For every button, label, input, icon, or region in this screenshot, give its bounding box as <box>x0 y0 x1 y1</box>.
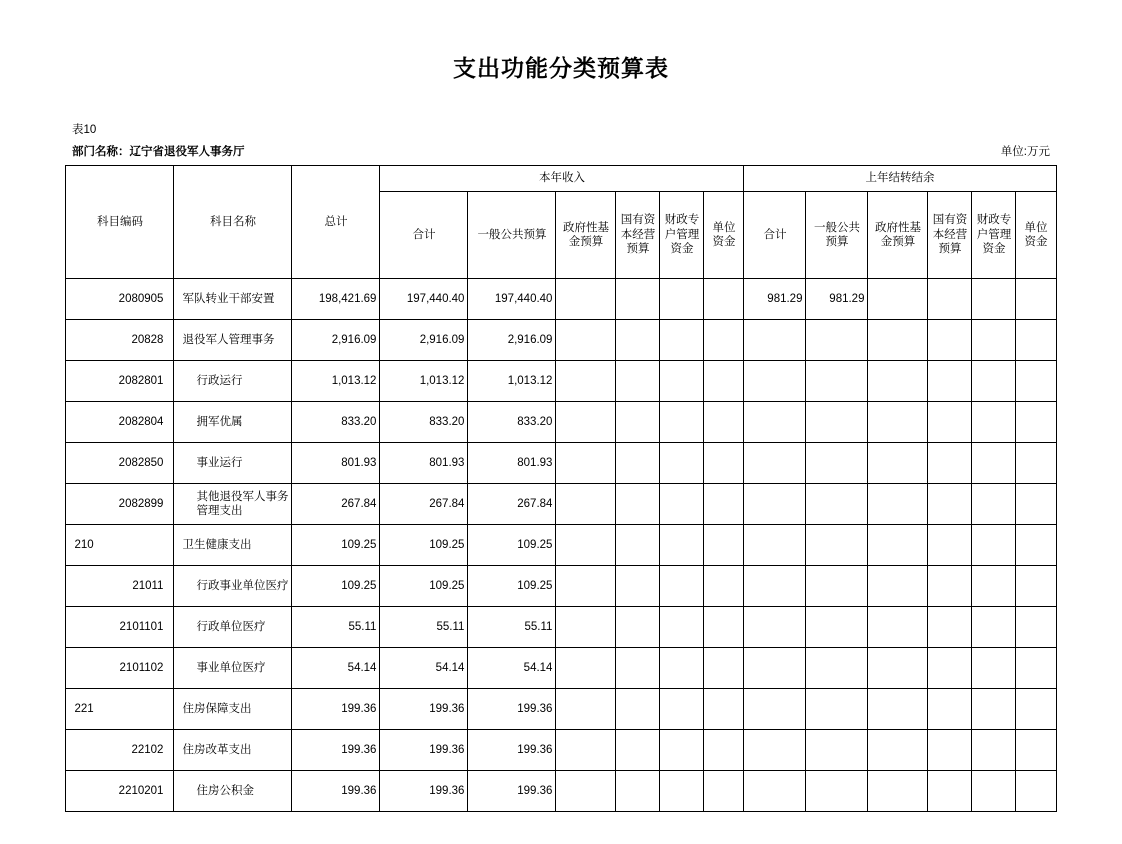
cell-current-general: 1,013.12 <box>468 361 556 402</box>
cell-current-sum: 2,916.09 <box>380 320 468 361</box>
cell-subject-code: 2210201 <box>66 771 174 812</box>
cell-current-general: 801.93 <box>468 443 556 484</box>
cell-carryover-gov-fund <box>868 607 928 648</box>
table-row <box>66 648 1056 689</box>
cell-subject-name: 住房保障支出 <box>174 689 292 730</box>
cell-subject-name: 退役军人管理事务 <box>174 320 292 361</box>
table-row <box>66 443 1056 484</box>
cell-current-unit-fund <box>704 689 744 730</box>
cell-carryover-gov-fund <box>868 484 928 525</box>
cell-carryover-gov-fund <box>868 648 928 689</box>
cell-carryover-fiscal-special <box>972 689 1016 730</box>
cell-current-sum: 109.25 <box>380 525 468 566</box>
cell-total: 198,421.69 <box>292 279 380 320</box>
cell-current-general: 109.25 <box>468 525 556 566</box>
cell-current-unit-fund <box>704 361 744 402</box>
cell-current-sum: 199.36 <box>380 730 468 771</box>
cell-carryover-soe-capital <box>928 648 972 689</box>
cell-subject-code: 2080905 <box>66 279 174 320</box>
cell-current-fiscal-special <box>660 279 704 320</box>
cell-current-soe-capital <box>616 484 660 525</box>
document-meta <box>70 121 1052 159</box>
table-row <box>66 771 1056 812</box>
table-row <box>66 361 1056 402</box>
cell-current-gov-fund <box>556 402 616 443</box>
cell-current-unit-fund <box>704 648 744 689</box>
cell-subject-code: 2082899 <box>66 484 174 525</box>
cell-carryover-general <box>806 648 868 689</box>
cell-carryover-gov-fund <box>868 320 928 361</box>
cell-current-unit-fund <box>704 607 744 648</box>
header-carryover-general: 一般公共预算 <box>806 192 868 279</box>
cell-current-gov-fund <box>556 484 616 525</box>
cell-carryover-fiscal-special <box>972 607 1016 648</box>
header-total: 总计 <box>292 166 380 279</box>
table-number: 表10 <box>72 124 97 136</box>
cell-current-sum: 109.25 <box>380 566 468 607</box>
header-group-carryover: 上年结转结余 <box>744 166 1056 192</box>
cell-carryover-gov-fund <box>868 361 928 402</box>
cell-carryover-general <box>806 320 868 361</box>
cell-subject-name: 其他退役军人事务管理支出 <box>174 484 292 525</box>
cell-carryover-sum <box>744 648 806 689</box>
cell-carryover-unit-fund <box>1016 484 1056 525</box>
cell-carryover-soe-capital <box>928 525 972 566</box>
cell-carryover-unit-fund <box>1016 771 1056 812</box>
budget-table <box>65 165 1056 812</box>
cell-total: 54.14 <box>292 648 380 689</box>
cell-current-sum: 55.11 <box>380 607 468 648</box>
cell-carryover-soe-capital <box>928 402 972 443</box>
page-title: 支出功能分类预算表 <box>453 55 669 81</box>
cell-current-general: 833.20 <box>468 402 556 443</box>
cell-subject-name: 住房改革支出 <box>174 730 292 771</box>
header-current-gov-fund: 政府性基金预算 <box>556 192 616 279</box>
cell-subject-code: 21011 <box>66 566 174 607</box>
cell-subject-name: 卫生健康支出 <box>174 525 292 566</box>
cell-carryover-gov-fund <box>868 689 928 730</box>
cell-total: 199.36 <box>292 730 380 771</box>
cell-carryover-unit-fund <box>1016 607 1056 648</box>
cell-carryover-unit-fund <box>1016 525 1056 566</box>
cell-current-gov-fund <box>556 648 616 689</box>
cell-carryover-sum <box>744 689 806 730</box>
cell-current-fiscal-special <box>660 484 704 525</box>
cell-carryover-general <box>806 525 868 566</box>
cell-current-fiscal-special <box>660 648 704 689</box>
table-body <box>66 279 1056 812</box>
document-page <box>0 50 1122 844</box>
cell-carryover-unit-fund <box>1016 320 1056 361</box>
cell-current-soe-capital <box>616 279 660 320</box>
cell-current-gov-fund <box>556 771 616 812</box>
cell-carryover-gov-fund <box>868 525 928 566</box>
cell-current-fiscal-special <box>660 771 704 812</box>
cell-total: 109.25 <box>292 525 380 566</box>
table-row <box>66 607 1056 648</box>
cell-carryover-sum <box>744 402 806 443</box>
amount-unit: 单位:万元 <box>1000 146 1050 158</box>
cell-subject-code: 22102 <box>66 730 174 771</box>
department-name: 部门名称：辽宁省退役军人事务厅 <box>72 146 245 158</box>
table-row <box>66 320 1056 361</box>
cell-carryover-general <box>806 771 868 812</box>
cell-current-unit-fund <box>704 443 744 484</box>
cell-carryover-fiscal-special <box>972 730 1016 771</box>
header-current-unit-fund: 单位资金 <box>704 192 744 279</box>
cell-current-sum: 801.93 <box>380 443 468 484</box>
cell-total: 109.25 <box>292 566 380 607</box>
cell-carryover-unit-fund <box>1016 566 1056 607</box>
cell-carryover-soe-capital <box>928 320 972 361</box>
cell-carryover-soe-capital <box>928 484 972 525</box>
cell-subject-code: 210 <box>66 525 174 566</box>
cell-total: 199.36 <box>292 771 380 812</box>
cell-carryover-gov-fund <box>868 443 928 484</box>
cell-current-soe-capital <box>616 443 660 484</box>
header-code: 科目编码 <box>66 166 174 279</box>
cell-current-soe-capital <box>616 320 660 361</box>
cell-current-gov-fund <box>556 525 616 566</box>
cell-subject-name: 行政单位医疗 <box>174 607 292 648</box>
header-current-sum: 合计 <box>380 192 468 279</box>
cell-current-soe-capital <box>616 361 660 402</box>
cell-carryover-general <box>806 730 868 771</box>
table-row <box>66 689 1056 730</box>
cell-carryover-fiscal-special <box>972 566 1016 607</box>
cell-current-fiscal-special <box>660 525 704 566</box>
header-carryover-soe-capital: 国有资本经营预算 <box>928 192 972 279</box>
cell-current-unit-fund <box>704 402 744 443</box>
cell-total: 267.84 <box>292 484 380 525</box>
cell-subject-code: 20828 <box>66 320 174 361</box>
cell-carryover-fiscal-special <box>972 525 1016 566</box>
cell-carryover-soe-capital <box>928 689 972 730</box>
cell-current-soe-capital <box>616 525 660 566</box>
cell-current-unit-fund <box>704 525 744 566</box>
cell-current-fiscal-special <box>660 361 704 402</box>
cell-current-gov-fund <box>556 566 616 607</box>
cell-carryover-sum <box>744 566 806 607</box>
cell-carryover-unit-fund <box>1016 361 1056 402</box>
table-row <box>66 484 1056 525</box>
cell-current-general: 2,916.09 <box>468 320 556 361</box>
cell-subject-name: 军队转业干部安置 <box>174 279 292 320</box>
cell-current-soe-capital <box>616 607 660 648</box>
cell-subject-code: 2101101 <box>66 607 174 648</box>
cell-current-unit-fund <box>704 566 744 607</box>
cell-carryover-sum <box>744 771 806 812</box>
cell-carryover-fiscal-special <box>972 320 1016 361</box>
cell-current-gov-fund <box>556 320 616 361</box>
cell-carryover-gov-fund <box>868 402 928 443</box>
cell-carryover-general <box>806 443 868 484</box>
cell-carryover-unit-fund <box>1016 443 1056 484</box>
cell-carryover-sum <box>744 443 806 484</box>
cell-total: 833.20 <box>292 402 380 443</box>
table-row <box>66 730 1056 771</box>
cell-carryover-general <box>806 484 868 525</box>
cell-carryover-soe-capital <box>928 566 972 607</box>
cell-current-sum: 833.20 <box>380 402 468 443</box>
cell-total: 199.36 <box>292 689 380 730</box>
cell-subject-code: 2082850 <box>66 443 174 484</box>
cell-carryover-soe-capital <box>928 730 972 771</box>
cell-current-gov-fund <box>556 361 616 402</box>
cell-subject-code: 221 <box>66 689 174 730</box>
header-carryover-fiscal-special: 财政专户管理资金 <box>972 192 1016 279</box>
header-group-current-income: 本年收入 <box>380 166 744 192</box>
cell-carryover-soe-capital <box>928 607 972 648</box>
table-row <box>66 279 1056 320</box>
cell-current-sum: 267.84 <box>380 484 468 525</box>
cell-current-fiscal-special <box>660 402 704 443</box>
cell-subject-name: 住房公积金 <box>174 771 292 812</box>
header-current-fiscal-special: 财政专户管理资金 <box>660 192 704 279</box>
cell-subject-name: 行政事业单位医疗 <box>174 566 292 607</box>
cell-current-sum: 197,440.40 <box>380 279 468 320</box>
cell-current-soe-capital <box>616 402 660 443</box>
cell-carryover-gov-fund <box>868 771 928 812</box>
cell-current-unit-fund <box>704 484 744 525</box>
cell-current-fiscal-special <box>660 566 704 607</box>
header-current-general: 一般公共预算 <box>468 192 556 279</box>
cell-total: 55.11 <box>292 607 380 648</box>
cell-current-fiscal-special <box>660 689 704 730</box>
cell-subject-code: 2101102 <box>66 648 174 689</box>
cell-carryover-gov-fund <box>868 279 928 320</box>
cell-subject-code: 2082804 <box>66 402 174 443</box>
cell-total: 2,916.09 <box>292 320 380 361</box>
cell-current-fiscal-special <box>660 730 704 771</box>
cell-current-sum: 1,013.12 <box>380 361 468 402</box>
cell-current-general: 267.84 <box>468 484 556 525</box>
cell-current-unit-fund <box>704 730 744 771</box>
cell-current-sum: 54.14 <box>380 648 468 689</box>
cell-current-gov-fund <box>556 730 616 771</box>
cell-current-fiscal-special <box>660 320 704 361</box>
cell-subject-code: 2082801 <box>66 361 174 402</box>
cell-current-gov-fund <box>556 689 616 730</box>
cell-current-soe-capital <box>616 689 660 730</box>
header-carryover-gov-fund: 政府性基金预算 <box>868 192 928 279</box>
cell-current-general: 109.25 <box>468 566 556 607</box>
cell-current-general: 199.36 <box>468 730 556 771</box>
cell-carryover-sum <box>744 525 806 566</box>
cell-current-sum: 199.36 <box>380 771 468 812</box>
cell-current-fiscal-special <box>660 607 704 648</box>
cell-current-gov-fund <box>556 607 616 648</box>
cell-carryover-soe-capital <box>928 279 972 320</box>
header-current-soe-capital: 国有资本经营预算 <box>616 192 660 279</box>
cell-current-fiscal-special <box>660 443 704 484</box>
cell-carryover-sum <box>744 361 806 402</box>
cell-subject-name: 事业单位医疗 <box>174 648 292 689</box>
cell-carryover-general <box>806 689 868 730</box>
cell-carryover-soe-capital <box>928 771 972 812</box>
cell-carryover-unit-fund <box>1016 402 1056 443</box>
cell-carryover-sum <box>744 484 806 525</box>
cell-carryover-unit-fund <box>1016 648 1056 689</box>
cell-carryover-fiscal-special <box>972 443 1016 484</box>
header-carryover-unit-fund: 单位资金 <box>1016 192 1056 279</box>
cell-current-general: 55.11 <box>468 607 556 648</box>
cell-carryover-unit-fund <box>1016 279 1056 320</box>
table-row <box>66 566 1056 607</box>
cell-carryover-sum <box>744 320 806 361</box>
cell-carryover-fiscal-special <box>972 771 1016 812</box>
cell-carryover-sum <box>744 730 806 771</box>
table-row <box>66 402 1056 443</box>
header-carryover-sum: 合计 <box>744 192 806 279</box>
cell-current-general: 199.36 <box>468 771 556 812</box>
table-header <box>66 166 1056 279</box>
cell-carryover-gov-fund <box>868 730 928 771</box>
cell-subject-name: 事业运行 <box>174 443 292 484</box>
cell-current-soe-capital <box>616 771 660 812</box>
cell-carryover-general <box>806 566 868 607</box>
cell-carryover-sum <box>744 607 806 648</box>
cell-current-soe-capital <box>616 566 660 607</box>
cell-carryover-soe-capital <box>928 361 972 402</box>
cell-current-general: 197,440.40 <box>468 279 556 320</box>
cell-carryover-soe-capital <box>928 443 972 484</box>
cell-current-general: 54.14 <box>468 648 556 689</box>
cell-current-unit-fund <box>704 279 744 320</box>
cell-carryover-general <box>806 361 868 402</box>
cell-total: 1,013.12 <box>292 361 380 402</box>
cell-carryover-fiscal-special <box>972 648 1016 689</box>
header-name: 科目名称 <box>174 166 292 279</box>
cell-current-soe-capital <box>616 730 660 771</box>
cell-current-unit-fund <box>704 320 744 361</box>
cell-carryover-general <box>806 402 868 443</box>
cell-current-sum: 199.36 <box>380 689 468 730</box>
cell-carryover-fiscal-special <box>972 279 1016 320</box>
cell-carryover-unit-fund <box>1016 730 1056 771</box>
cell-carryover-fiscal-special <box>972 402 1016 443</box>
cell-total: 801.93 <box>292 443 380 484</box>
cell-carryover-general: 981.29 <box>806 279 868 320</box>
table-row <box>66 525 1056 566</box>
cell-current-gov-fund <box>556 279 616 320</box>
cell-current-general: 199.36 <box>468 689 556 730</box>
cell-carryover-general <box>806 607 868 648</box>
cell-carryover-fiscal-special <box>972 484 1016 525</box>
cell-subject-name: 行政运行 <box>174 361 292 402</box>
cell-current-soe-capital <box>616 648 660 689</box>
cell-subject-name: 拥军优属 <box>174 402 292 443</box>
cell-current-unit-fund <box>704 771 744 812</box>
cell-carryover-sum: 981.29 <box>744 279 806 320</box>
cell-carryover-fiscal-special <box>972 361 1016 402</box>
cell-current-gov-fund <box>556 443 616 484</box>
cell-carryover-unit-fund <box>1016 689 1056 730</box>
cell-carryover-gov-fund <box>868 566 928 607</box>
